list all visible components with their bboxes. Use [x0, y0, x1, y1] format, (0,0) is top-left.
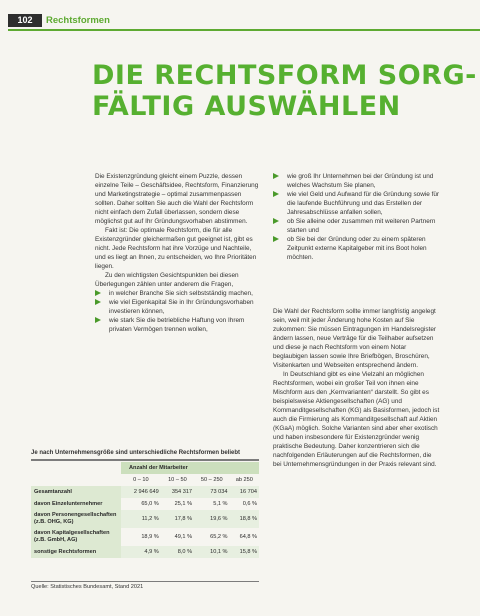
column-header: ab 250 — [235, 476, 253, 483]
bullet-list — [95, 289, 260, 334]
arrow-bullet-icon — [273, 218, 279, 224]
text-column-right-top — [273, 172, 441, 262]
table-cell: 2 946 649 — [121, 486, 161, 498]
list-item — [273, 172, 441, 190]
table-row — [31, 486, 259, 498]
list-item — [273, 190, 441, 217]
table-cell: 18,9 % — [121, 528, 161, 546]
row-label: sonstige Rechtsformen — [31, 546, 121, 558]
row-label: davon Personengesellschaften (z.B. OHG, KG) — [31, 510, 121, 528]
list-item-text: wie stark Sie die betriebliche Haftung von Ihrem privaten Vermögen trennen wollen, — [109, 317, 245, 333]
column-header: 0 – 10 — [133, 476, 149, 483]
table-cell: 8,0 % — [161, 546, 194, 558]
column-header: 10 – 50 — [168, 476, 187, 483]
table-group-header: Anzahl der Mitarbeiter — [121, 462, 259, 474]
list-item — [273, 217, 441, 235]
table-cell: 65,2 % — [194, 528, 229, 546]
table-cell: 18,8 % — [230, 510, 259, 528]
list-item — [95, 298, 260, 316]
table-corner — [31, 462, 121, 474]
page-header — [0, 0, 480, 31]
arrow-bullet-icon — [95, 317, 101, 323]
page-number: 102 — [8, 14, 42, 27]
table-corner — [31, 474, 121, 486]
table-cell: 0,6 % — [230, 498, 259, 510]
table-row — [31, 528, 259, 546]
table-cell: 65,0 % — [121, 498, 161, 510]
list-item-text: wie viel Eigenkapital Sie in Ihr Gründungsvorhaben investieren können, — [109, 299, 254, 315]
list-item-text: ob Sie bei der Gründung oder zu einem späteren Zeitpunkt externe Kapitalgeber mit ins Boot holen möchten. — [287, 236, 427, 261]
list-item-text: in welcher Branche Sie sich selbstständig machen, — [109, 290, 253, 297]
table-bottom-rule — [31, 581, 259, 582]
table-cell: 25,1 % — [161, 498, 194, 510]
table-header-row — [31, 462, 259, 474]
bullet-list — [273, 172, 441, 262]
row-label: davon Einzelunternehmer — [31, 498, 121, 510]
arrow-bullet-icon — [273, 191, 279, 197]
list-item-text: wie groß Ihr Unternehmen bei der Gründung ist und welches Wachstum Sie planen, — [287, 173, 434, 189]
header-rule — [8, 29, 480, 31]
table-cell: 19,6 % — [194, 510, 229, 528]
list-item — [273, 235, 441, 262]
arrow-bullet-icon — [273, 173, 279, 179]
table-cell: 4,9 % — [121, 546, 161, 558]
table-cell: 17,8 % — [161, 510, 194, 528]
table-cell: 10,1 % — [194, 546, 229, 558]
table-row — [31, 498, 259, 510]
table-row — [31, 546, 259, 558]
list-item — [95, 316, 260, 334]
table-caption: Je nach Unternehmensgröße sind unterschiedliche Rechtsformen beliebt — [31, 450, 241, 456]
title-line-1: DIE RECHTSFORM SORG- — [92, 60, 477, 91]
legal-forms-table — [31, 462, 259, 558]
paragraph: In Deutschland gibt es eine Vielzahl an möglichen Rechtsformen, wobei ein großer Teil von ihnen eine Mischform aus den „Kernvarianten“ darstellt. So gibt es beispielsweise Aktiengesellschaften (AG) und Kommanditgesellschaften (KG) als Basisformen, jedoch ist auch die Firmierung als Kommanditgesellschaft auf Aktien (KGaA) möglich. Solche Varianten sind aber eher exotisch und haben insbesondere für Existenzgründer wenig praktische Bedeutung. Daher konzentrieren sich die nachfolgenden Erläuterungen auf die Rechtsformen, die bei Unternehmensgründungen in der Praxis relevant sind. — [273, 371, 440, 468]
article-title — [92, 60, 477, 122]
list-item-text: wie viel Geld und Aufwand für die Gründung sowie für die laufende Buchführung und das Erstellen der Jahresabschlüsse anfallen sollen, — [287, 191, 440, 216]
table-cell: 15,8 % — [230, 546, 259, 558]
text-column-left — [95, 172, 260, 334]
paragraph: Fakt ist: Die optimale Rechtsform, die für alle Existenzgründer gleichermaßen gut geeignet ist, gibt es nicht. Jede Rechtsform hat ihre Vorzüge und Nachteile, und es liegt an Ihnen, zu entscheiden, wo Ihre Prioritäten liegen. — [95, 227, 257, 270]
table-cell: 64,8 % — [230, 528, 259, 546]
row-label: Gesamtanzahl — [31, 486, 121, 498]
paragraph: Zu den wichtigsten Gesichtspunkten bei diesen Überlegungen zählen unter anderem die Fragen, — [95, 272, 239, 288]
paragraph: Die Wahl der Rechtsform sollte immer langfristig angelegt sein, weil mit jeder Änderung hohe Kosten auf Sie zukommen: Sie müssen Eintragungen im Handelsregister ändern lassen, neue Verträge für die Teilhaber aufsetzen und diese je nach Rechtsform von einem Notar beglaubigen lassen sowie Ihre Briefbögen, Broschüren, Visitenkarten und Webseiten entsprechend ändern. — [273, 308, 437, 369]
table-source: Quelle: Statistisches Bundesamt, Stand 2021 — [31, 584, 144, 590]
paragraph: Die Existenzgründung gleicht einem Puzzle, dessen einzelne Teile – Geschäftsidee, Rechtsform, Finanzierung und Marketingstrategie – optimal zusammenpassen sollten. Daher sollten Sie auch die Wahl der Rechtsform nicht einfach dem Zufall überlassen, sondern diese möglichst gut auf Ihr Gründungsvorhaben abstimmen. — [95, 173, 259, 225]
table-top-rule — [31, 459, 259, 461]
title-line-2: FÄLTIG AUSWÄHLEN — [92, 91, 401, 122]
table-cell: 49,1 % — [161, 528, 194, 546]
table-row — [31, 510, 259, 528]
arrow-bullet-icon — [95, 290, 101, 296]
section-title: Rechtsformen — [46, 15, 110, 26]
list-item-text: ob Sie alleine oder zusammen mit weiteren Partnern starten und — [287, 218, 436, 234]
table-cell: 5,1 % — [194, 498, 229, 510]
arrow-bullet-icon — [95, 299, 101, 305]
text-column-right-bottom — [273, 307, 441, 469]
table-cell: 11,2 % — [121, 510, 161, 528]
table-cell: 354 317 — [161, 486, 194, 498]
table-cell: 73 034 — [194, 486, 229, 498]
table-cell: 16 704 — [230, 486, 259, 498]
column-header: 50 – 250 — [200, 476, 223, 483]
row-label: davon Kapitalgesellschaften (z.B. GmbH, AG) — [31, 528, 121, 546]
list-item — [95, 289, 260, 298]
arrow-bullet-icon — [273, 236, 279, 242]
table-column-header-row — [31, 474, 259, 486]
